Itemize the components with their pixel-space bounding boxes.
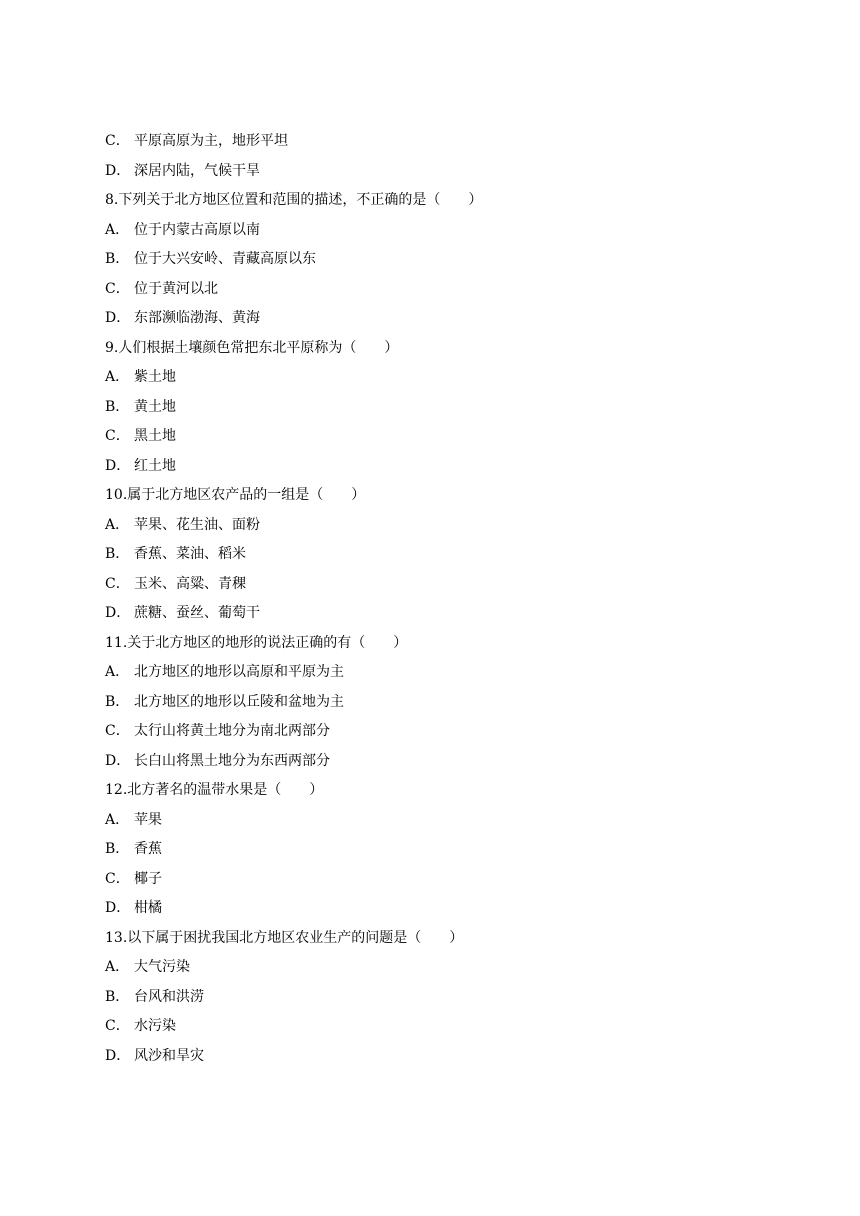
option-text: 黄土地 (134, 398, 176, 415)
option-text: 苹果、花生油、面粉 (134, 516, 260, 533)
option-text: 台风和洪涝 (134, 988, 204, 1005)
question-stem: 8.下列关于北方地区位置和范围的描述，不正确的是（ ） (105, 192, 483, 208)
option-letter: C． (105, 870, 130, 887)
option-letter: C． (105, 280, 130, 297)
option-text: 位于大兴安岭、青藏高原以东 (134, 251, 316, 267)
option-text: 平原高原为主，地形平坦 (134, 133, 288, 149)
option-letter: D． (105, 1047, 131, 1064)
option-line (105, 363, 765, 393)
option-letter: A． (105, 516, 130, 533)
option-letter: B． (105, 693, 130, 710)
question-list (105, 127, 765, 1071)
option-text: 大气污染 (134, 959, 190, 975)
option-line (105, 688, 765, 718)
option-text: 东部濒临渤海、黄海 (134, 310, 260, 326)
option-text: 长白山将黑土地分为东西两部分 (134, 752, 330, 769)
option-text: 椰子 (134, 870, 162, 887)
option-line (105, 275, 765, 305)
option-text: 紫土地 (134, 369, 176, 385)
option-line (105, 540, 765, 570)
option-line (105, 511, 765, 541)
option-line (105, 894, 765, 924)
option-text: 风沙和旱灾 (134, 1047, 204, 1064)
option-line (105, 983, 765, 1013)
option-text: 香蕉 (134, 841, 162, 857)
option-letter: D． (105, 605, 131, 621)
option-line (105, 599, 765, 629)
option-line (105, 570, 765, 600)
option-letter: A． (105, 959, 130, 975)
option-line (105, 835, 765, 865)
option-text: 位于内蒙古高原以南 (134, 221, 260, 238)
option-line (105, 747, 765, 777)
option-text: 太行山将黄土地分为南北两部分 (134, 723, 330, 739)
option-line (105, 452, 765, 482)
option-letter: A． (105, 664, 130, 680)
option-line (105, 1012, 765, 1042)
option-letter: C． (105, 723, 130, 739)
option-letter: C． (105, 133, 130, 149)
option-text: 苹果 (134, 811, 162, 828)
question-stem: 9.人们根据土壤颜色常把东北平原称为（ ） (105, 339, 399, 356)
option-letter: C． (105, 575, 130, 592)
option-letter: A． (105, 221, 130, 238)
option-text: 位于黄河以北 (134, 280, 218, 297)
option-letter: D． (105, 457, 131, 474)
option-letter: C． (105, 1018, 130, 1034)
option-line (105, 216, 765, 246)
option-line (105, 393, 765, 423)
question-stem: 12.北方著名的温带水果是（ ） (105, 782, 324, 798)
question-stem: 11.关于北方地区的地形的说法正确的有（ ） (105, 634, 408, 651)
option-letter: A． (105, 811, 130, 828)
option-text: 黑土地 (134, 428, 176, 444)
option-line (105, 422, 765, 452)
option-line (105, 157, 765, 187)
question-stem: 13.以下属于困扰我国北方地区农业生产的问题是（ ） (105, 929, 464, 946)
option-text: 北方地区的地形以高原和平原为主 (134, 664, 344, 680)
option-line (105, 865, 765, 895)
option-line (105, 127, 765, 157)
option-letter: D． (105, 310, 131, 326)
question-stem: 10.属于北方地区农产品的一组是（ ） (105, 487, 366, 503)
option-letter: C． (105, 428, 130, 444)
option-letter: B． (105, 251, 130, 267)
option-letter: A． (105, 369, 130, 385)
option-text: 红土地 (134, 457, 176, 474)
option-letter: B． (105, 841, 130, 857)
option-letter: D． (105, 162, 131, 179)
option-line (105, 245, 765, 275)
option-text: 北方地区的地形以丘陵和盆地为主 (134, 693, 344, 710)
option-letter: D． (105, 900, 131, 916)
option-text: 深居内陆，气候干旱 (134, 162, 260, 179)
option-line (105, 304, 765, 334)
option-line (105, 717, 765, 747)
option-letter: B． (105, 398, 130, 415)
option-line (105, 1042, 765, 1072)
option-letter: B． (105, 988, 130, 1005)
option-letter: D． (105, 752, 131, 769)
option-text: 玉米、高粱、青稞 (134, 575, 246, 592)
option-line (105, 806, 765, 836)
option-text: 柑橘 (134, 900, 162, 916)
option-text: 香蕉、菜油、稻米 (134, 546, 246, 562)
option-letter: B． (105, 546, 130, 562)
option-line (105, 953, 765, 983)
option-text: 水污染 (134, 1018, 176, 1034)
option-text: 蔗糖、蚕丝、葡萄干 (134, 605, 260, 621)
option-line (105, 658, 765, 688)
